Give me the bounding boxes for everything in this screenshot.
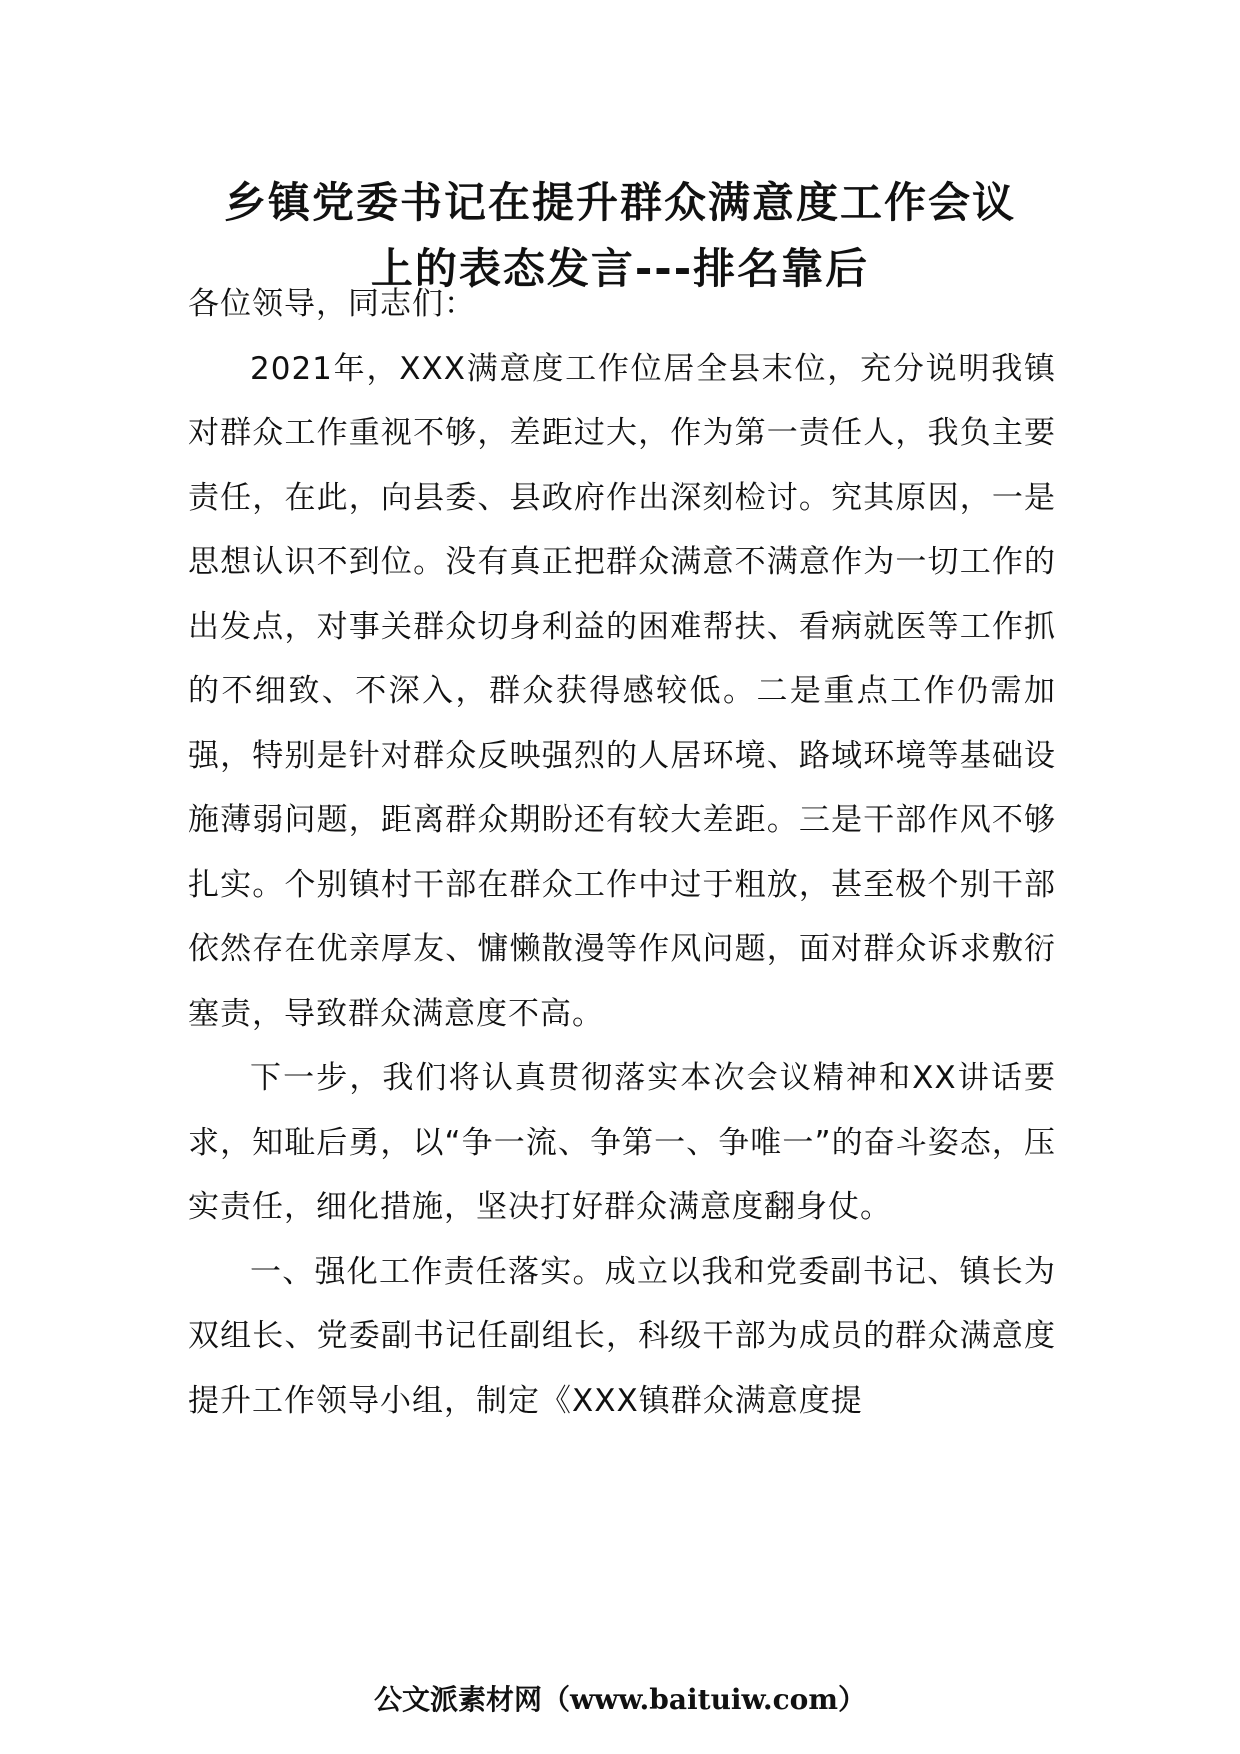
document-body xyxy=(188,272,1056,1433)
salutation: 各位领导，同志们： xyxy=(188,286,476,322)
title-line-1: 乡镇党委书记在提升群众满意度工作会议 xyxy=(223,178,1016,227)
footer-watermark: 公文派素材网（www.baituiw.com） xyxy=(374,1683,866,1716)
paragraph-1: 2021年，XXX满意度工作位居全县末位，充分说明我镇对群众工作重视不够，差距过大，作为第一责任人，我负主要责任，在此，向县委、县政府作出深刻检讨。究其原因，一是思想认识不到位。没有真正把群众满意不满意作为一切工作的出发点，对事关群众切身利益的困难帮扶、看病就医等工作抓的不细致、不深入，群众获得感较低。二是重点工作仍需加强，特别是针对群众反映强烈的人居环境、路域环境等基础设施薄弱问题，距离群众期盼还有较大差距。三是干部作风不够扎实。个别镇村干部在群众工作中过于粗放，甚至极个别干部依然存在优亲厚友、慵懒散漫等作风问题，面对群众诉求敷衍塞责，导致群众满意度不高。 xyxy=(188,350,1056,1032)
paragraph-3: 一、强化工作责任落实。成立以我和党委副书记、镇长为双组长、党委副书记任副组长，科级干部为成员的群众满意度提升工作领导小组，制定《XXX镇群众满意度提 xyxy=(188,1253,1056,1419)
paragraph-2: 下一步，我们将认真贯彻落实本次会议精神和XX讲话要求，知耻后勇，以“争一流、争第一、争唯一”的奋斗姿态，压实责任，细化措施，坚决打好群众满意度翻身仗。 xyxy=(188,1060,1056,1225)
title-line-2: 上的表态发言---排名靠后 xyxy=(370,244,870,293)
